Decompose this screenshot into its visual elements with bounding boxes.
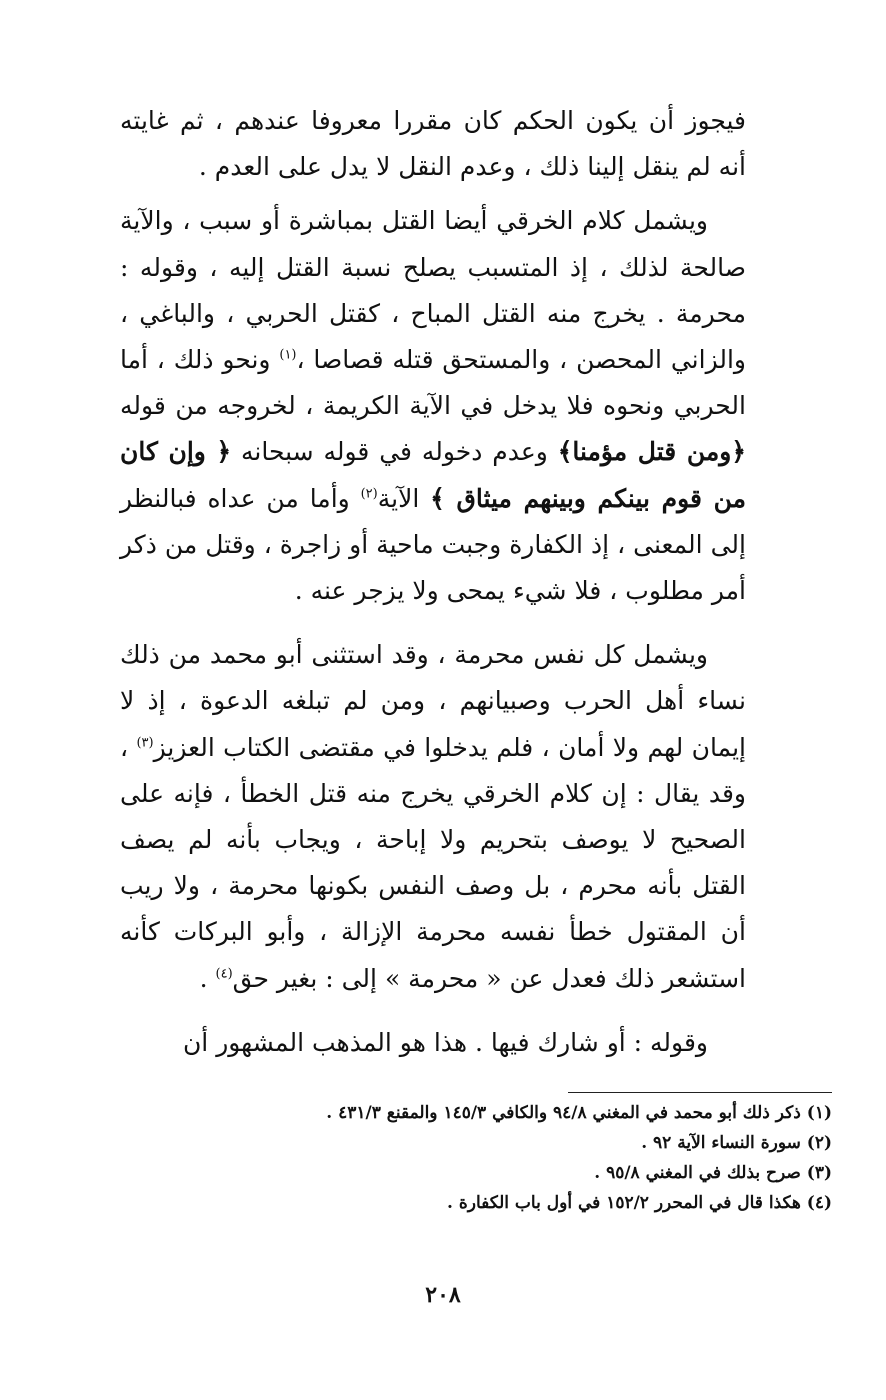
footnote-divider	[568, 1092, 832, 1093]
footnote-ref-1[interactable]: (١)	[279, 347, 297, 363]
footnote-ref-4[interactable]: (٤)	[215, 966, 233, 982]
main-text	[120, 98, 746, 1066]
paragraph-3-text-c: .	[199, 963, 216, 993]
paragraph-2-text-a: ويشمل كلام الخرقي أيضا القتل بمباشرة أو سبب ، والآية صالحة لذلك ، إذ المتسبب يصلح نسبة القتل إليه ، وقوله : محرمة . يخرج منه القتل المباح ، كقتل الحربي ، والباغي ، والزاني المحصن ، والمستحق قتله قصاصا ،	[120, 206, 746, 375]
paragraph-1-text: فيجوز أن يكون الحكم كان مقررا معروفا عندهم ، ثم غايته أنه لم ينقل إلينا ذلك ، وعدم النقل لا يدل على العدم .	[120, 106, 746, 182]
paragraph-1	[120, 98, 746, 190]
footnote-ref-3[interactable]: (٣)	[136, 735, 154, 751]
paragraph-3-text-b: ، وقد يقال : إن كلام الخرقي يخرج منه قتل الخطأ ، فإنه على الصحيح لا يوصف بتحريم ولا إباحة ، ويجاب بأنه لم يصف القتل بأنه محرم ، بل وصف النفس بكونها محرمة ، ولا ريب أن المقتول خطأ نفسه محرمة الإزالة ، وأبو البركات كأنه استشعر ذلك فعدل عن « محرمة » إلى : بغير حق	[120, 732, 746, 993]
paragraph-4-text: وقوله : أو شارك فيها . هذا هو المذهب المشهور أن	[182, 1027, 708, 1057]
paragraph-2-text-e: وأما من عداه فبالنظر إلى المعنى ، إذ الكفارة وجبت ماحية أو زاجرة ، وقتل من ذكر أمر مطلوب ، فلا شيء يمحى ولا يزجر عنه .	[120, 483, 746, 606]
footnote-3: (٣) صرح بذلك في المغني ٩٥/٨ .	[594, 1163, 832, 1183]
quran-quote-1: ﴿ومن قتل مؤمنا﴾	[557, 437, 746, 467]
paragraph-2-text-d: الآية	[377, 483, 431, 513]
footnotes	[180, 1098, 832, 1218]
footnote-ref-2[interactable]: (٢)	[360, 486, 378, 502]
paragraph-3	[120, 632, 746, 1002]
paragraph-2-text-b: ونحو ذلك ، أما الحربي ونحوه فلا يدخل في الآية الكريمة ، لخروجه من قوله	[120, 345, 746, 421]
page-number: ٢٠٨	[425, 1282, 461, 1308]
paragraph-2-text-c: وعدم دخوله في قوله سبحانه	[231, 437, 558, 467]
footnote-1: (١) ذكر ذلك أبو محمد في المغني ٩٤/٨ والكافي ١٤٥/٣ والمقنع ٤٣١/٣ .	[326, 1103, 832, 1123]
footnote-2: (٢) سورة النساء الآية ٩٢ .	[641, 1133, 832, 1153]
paragraph-2	[120, 198, 746, 614]
quran-quote-2: ﴿ وإن كان من قوم بينكم وبينهم ميثاق ﴾	[120, 437, 746, 513]
paragraph-3-text-a: ويشمل كل نفس محرمة ، وقد استثنى أبو محمد من ذلك نساء أهل الحرب وصبيانهم ، ومن لم تبلغه الدعوة ، إذ لا إيمان لهم ولا أمان ، فلم يدخلوا في مقتضى الكتاب العزيز	[120, 640, 747, 762]
paragraph-4	[120, 1020, 746, 1066]
footnote-4: (٤) هكذا قال في المحرر ١٥٢/٢ في أول باب الكفارة .	[446, 1193, 832, 1213]
